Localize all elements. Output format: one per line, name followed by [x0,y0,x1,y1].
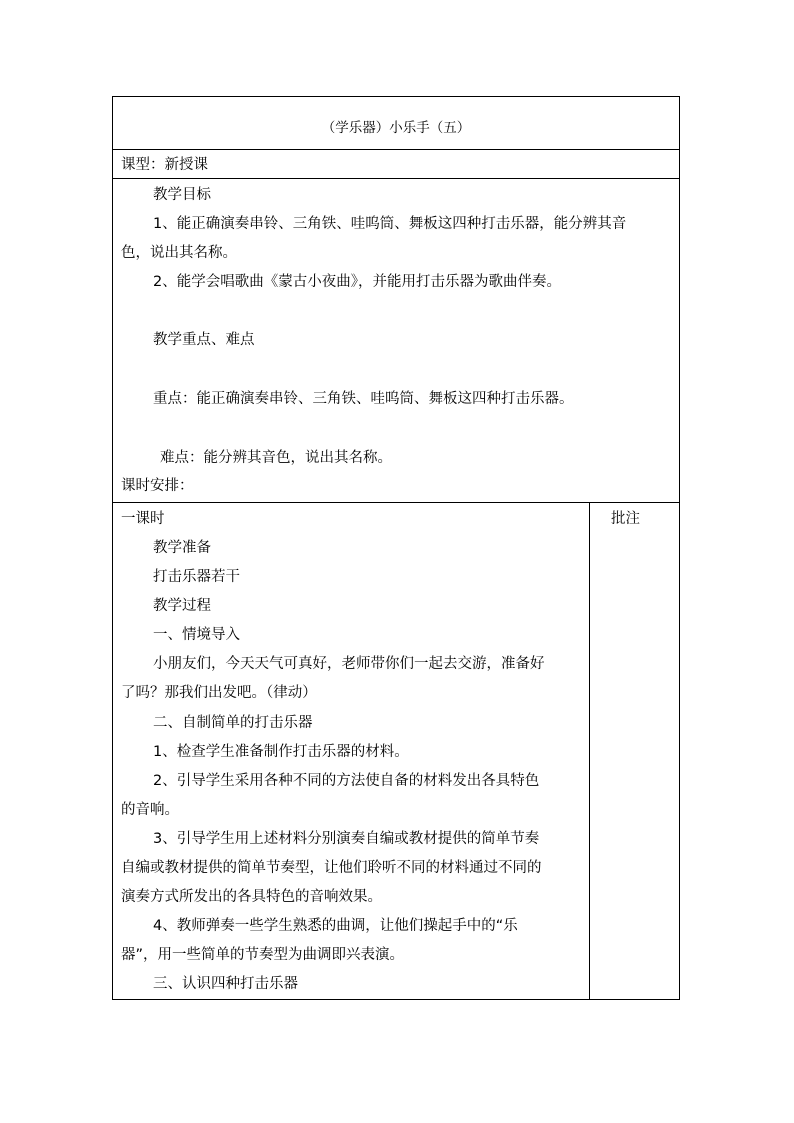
lesson-plan-table [112,96,680,1000]
key-points-heading: 教学重点、难点 [153,332,255,348]
section-1-heading: 一、情境导入 [153,627,240,643]
section-1-line-1: 小朋友们，今天天气可真好，老师带你们一起去交游，准备好 [153,656,545,672]
section-2-item-2-line-2: 的音响。 [121,802,179,818]
objectives-section [113,179,679,503]
process-heading: 教学过程 [153,598,211,614]
period: 一课时 [121,511,165,527]
objectives-heading: 教学目标 [153,187,211,203]
schedule-label: 课时安排： [121,478,194,494]
goal-1-line-1: 1、能正确演奏串铃、三角铁、哇呜筒、舞板这四种打击乐器，能分辨其音 [153,216,627,232]
section-1-line-2: 了吗？那我们出发吧。（律动） [121,685,317,701]
lesson-type-row [113,150,679,179]
teaching-process-cell [113,503,590,1000]
section-2-item-3-line-3: 演奏方式所发出的各具特色的音响效果。 [121,889,382,905]
key-point: 重点：能正确演奏串铃、三角铁、哇呜筒、舞板这四种打击乐器。 [153,391,574,407]
notes-cell [590,503,680,1000]
section-2-item-1: 1、检查学生准备制作打击乐器的材料。 [153,744,409,760]
notes-label: 批注 [611,511,640,527]
lesson-title: （学乐器）小乐手（五） [321,120,471,136]
section-2-heading: 二、自制简单的打击乐器 [153,715,313,731]
section-2-item-3-line-1: 3、引导学生用上述材料分别演奏自编或教材提供的简单节奏 [153,831,540,847]
difficulty: 难点：能分辨其音色，说出其名称。 [160,450,392,466]
section-2-item-3-line-2: 自编或教材提供的简单节奏型，让他们聆听不同的材料通过不同的 [121,860,542,876]
prep-item: 打击乐器若干 [153,569,240,585]
title-row [113,97,679,150]
section-3-heading: 三、认识四种打击乐器 [153,976,298,992]
goal-2: 2、能学会唱歌曲《蒙古小夜曲》，并能用打击乐器为歌曲伴奏。 [153,274,561,290]
section-2-item-4-line-2: 器”，用一些简单的节奏型为曲调即兴表演。 [121,947,405,963]
section-2-item-2-line-1: 2、引导学生采用各种不同的方法使自备的材料发出各具特色 [153,773,540,789]
lesson-type: 课型：新授课 [121,157,208,173]
prep-heading: 教学准备 [153,540,211,556]
section-2-item-4-line-1: 4、教师弹奏一些学生熟悉的曲调，让他们操起手中的“乐 [153,918,518,934]
goal-1-line-2: 色，说出其名称。 [121,245,237,261]
